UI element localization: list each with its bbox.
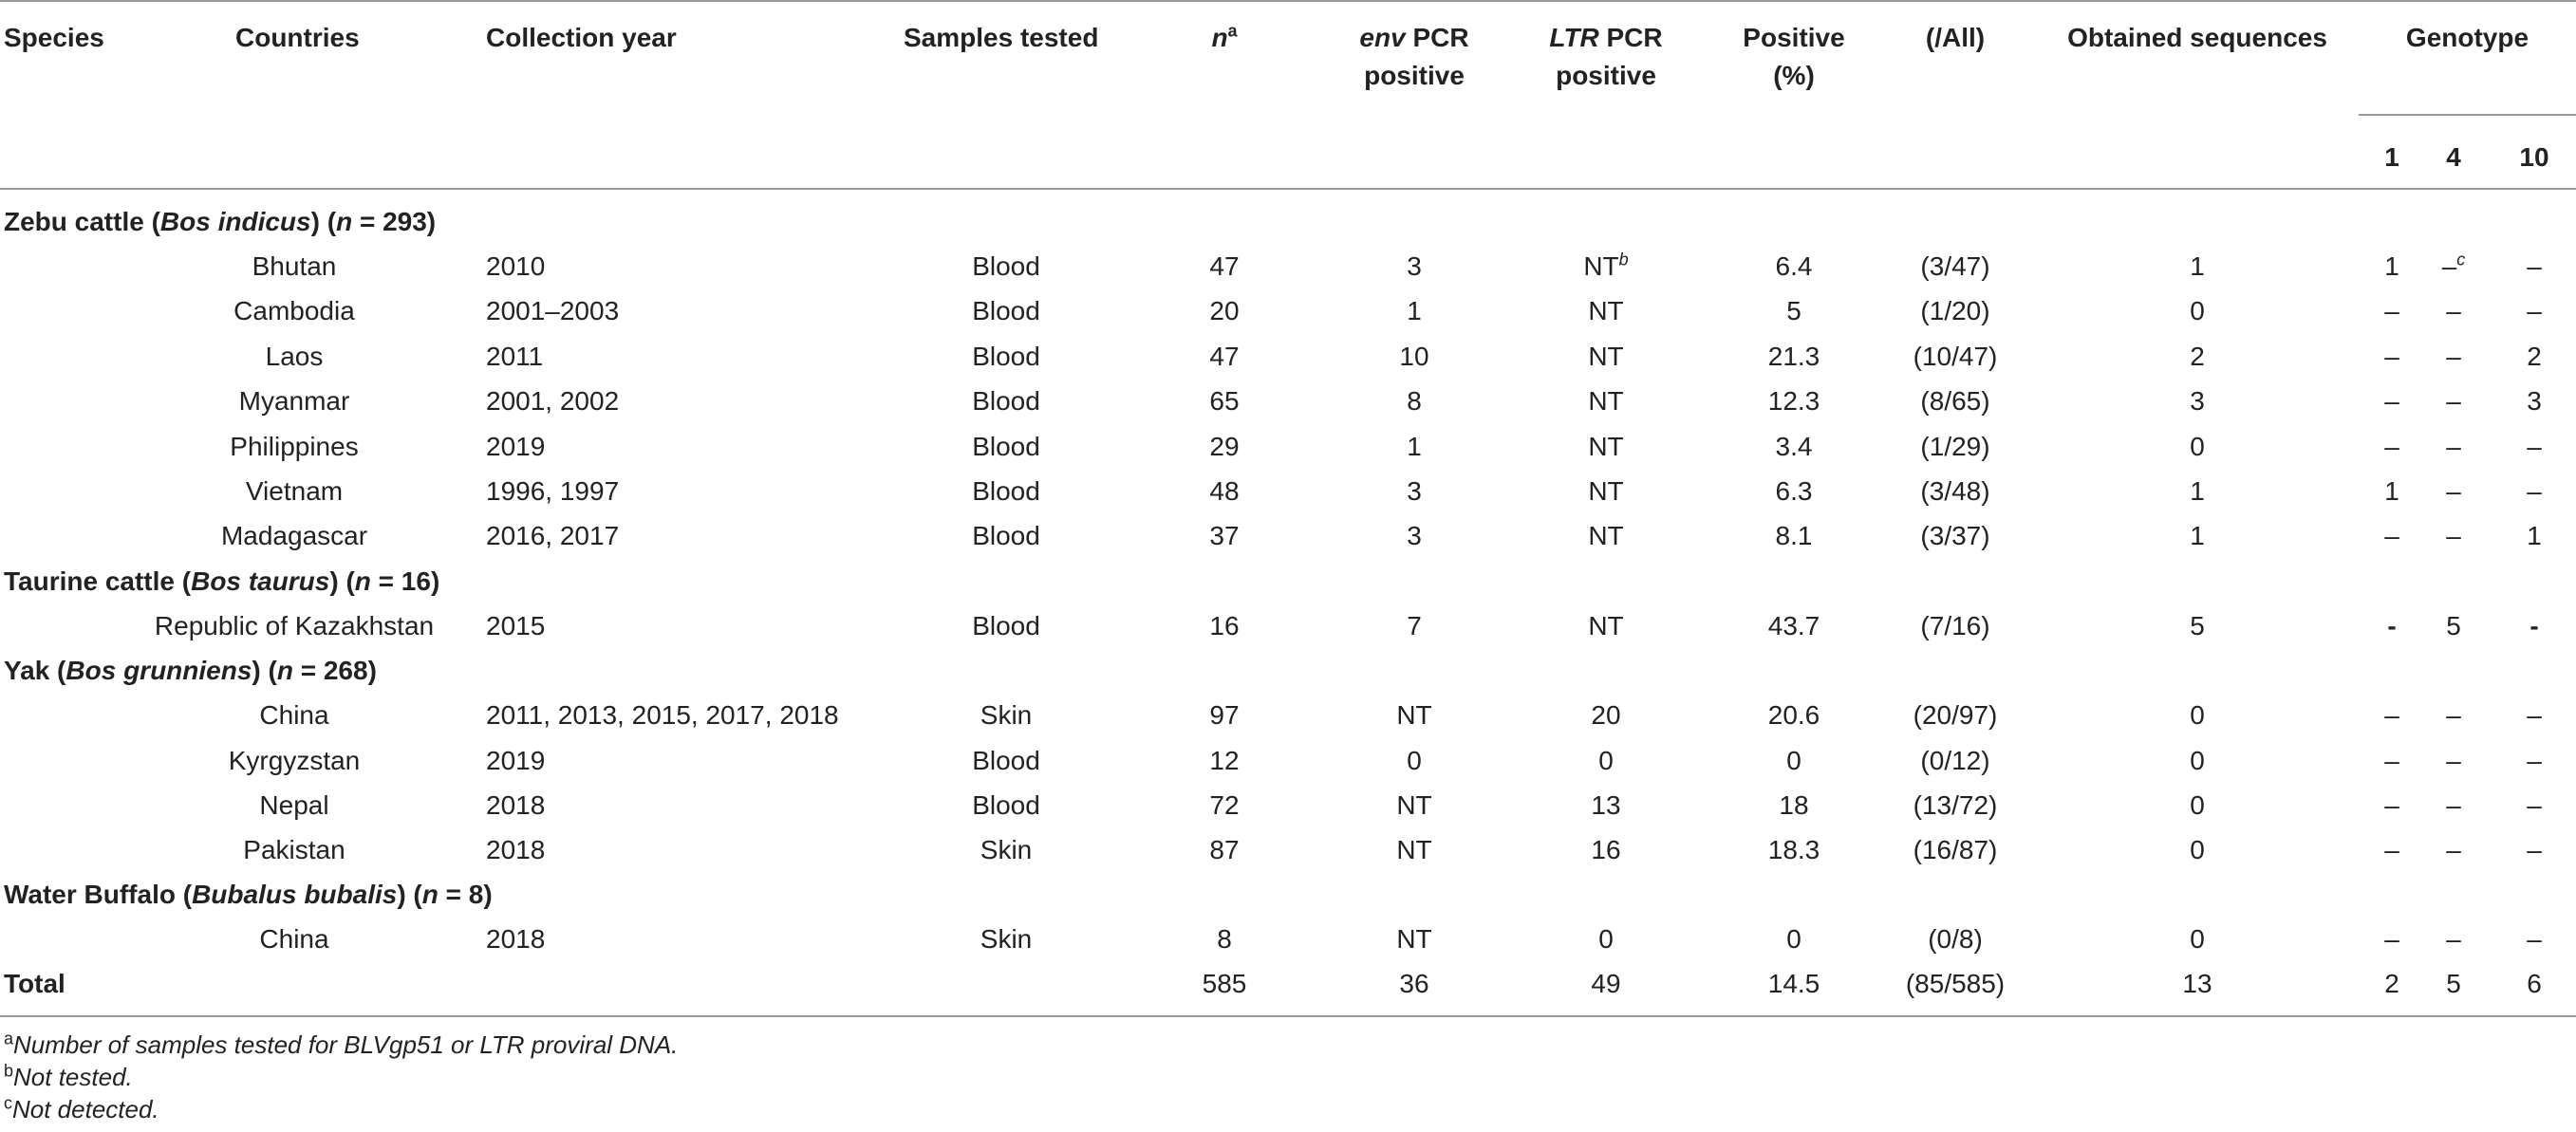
seq-cell: 0	[2190, 296, 2205, 325]
year-cell: 2011	[486, 342, 544, 371]
table-row	[0, 738, 2576, 784]
ltr-cell: 13	[1591, 790, 1621, 820]
pct-cell: 3.4	[1775, 432, 1813, 461]
all-cell: (1/29)	[1920, 432, 1990, 461]
sample-cell: Skin	[980, 924, 1033, 954]
header-env-pcr-line2: positive	[1364, 61, 1465, 90]
g10-cell: 3	[2527, 386, 2542, 416]
g10-cell: –	[2527, 746, 2542, 775]
year-cell: 2019	[486, 746, 546, 775]
pct-cell: 0	[1786, 924, 1801, 954]
footnote-c: $^c$Not detected.	[4, 1093, 159, 1123]
seq-cell: 3	[2190, 386, 2205, 416]
g4-cell: –	[2446, 924, 2461, 954]
g1-cell: –	[2384, 432, 2399, 461]
sample-cell: Blood	[972, 251, 1040, 281]
table-row	[0, 827, 2576, 873]
total-all: (85/585)	[1905, 969, 2006, 998]
g1-cell: –	[2384, 342, 2399, 371]
country-cell: Madagascar	[220, 521, 368, 550]
table-row	[0, 513, 2576, 559]
pct-cell: 5	[1786, 296, 1801, 325]
ltr-cell: NT	[1588, 432, 1624, 461]
ltr-cell: NT	[1588, 611, 1624, 640]
g1-cell: –	[2384, 835, 2399, 864]
g1-cell: –	[2384, 746, 2399, 775]
env-cell: NT	[1396, 790, 1432, 820]
total-pct: 14.5	[1767, 969, 1820, 998]
g1-cell: –	[2384, 790, 2399, 820]
pct-cell: 18.3	[1767, 835, 1820, 864]
country-cell: Nepal	[259, 790, 329, 820]
year-cell: 2018	[486, 790, 546, 820]
n-cell: 65	[1209, 386, 1240, 416]
g4-cell: –	[2446, 746, 2461, 775]
env-cell: NT	[1396, 835, 1432, 864]
total-g1: 2	[2384, 969, 2399, 998]
group-yak: Yak (Bos grunniens) (n = 268)	[4, 656, 377, 685]
total-seq: 13	[2182, 969, 2212, 998]
env-cell: 3	[1407, 521, 1422, 550]
seq-cell: 0	[2190, 746, 2205, 775]
total-env: 36	[1399, 969, 1429, 998]
g1-cell: –	[2384, 521, 2399, 550]
group-taurine-cattle: Taurine cattle (Bos taurus) (n = 16)	[4, 566, 440, 596]
ltr-cell: NT	[1588, 342, 1624, 371]
n-cell: 8	[1217, 924, 1232, 954]
seq-cell: 1	[2190, 251, 2205, 281]
header-countries: Countries	[235, 23, 360, 52]
country-cell: Republic of Kazakhstan	[154, 611, 435, 640]
total-n: 585	[1202, 969, 1247, 998]
year-cell: 1996, 1997	[486, 476, 620, 506]
pct-cell: 12.3	[1767, 386, 1820, 416]
genotype-rule	[2359, 114, 2576, 116]
env-cell: NT	[1396, 700, 1432, 730]
env-cell: 3	[1407, 476, 1422, 506]
g10-cell: –	[2527, 251, 2542, 281]
ltr-cell: $NT^b$	[1583, 250, 1629, 281]
table-row	[0, 424, 2576, 470]
env-cell: 3	[1407, 251, 1422, 281]
year-cell: 2018	[486, 924, 546, 954]
header-collection-year: Collection year	[486, 23, 677, 52]
header-genotype-1: 1	[2384, 142, 2399, 172]
total-ltr: 49	[1591, 969, 1621, 998]
all-cell: (3/47)	[1920, 251, 1990, 281]
g4-cell: –	[2446, 476, 2461, 506]
all-cell: (3/37)	[1920, 521, 1990, 550]
footnote-b: $^b$Not tested.	[4, 1061, 133, 1091]
table-row	[0, 334, 2576, 380]
n-cell: 16	[1209, 611, 1240, 640]
seq-cell: 2	[2190, 342, 2205, 371]
pct-cell: 6.4	[1775, 251, 1813, 281]
year-cell: 2019	[486, 432, 546, 461]
env-cell: 7	[1407, 611, 1422, 640]
seq-cell: 1	[2190, 521, 2205, 550]
bottom-rule	[0, 1015, 2576, 1017]
ltr-cell: 0	[1598, 924, 1614, 954]
all-cell: (1/20)	[1920, 296, 1990, 325]
n-cell: 12	[1209, 746, 1240, 775]
env-cell: 1	[1407, 296, 1422, 325]
pct-cell: 20.6	[1767, 700, 1820, 730]
table-row	[0, 288, 2576, 334]
n-cell: 20	[1209, 296, 1240, 325]
g4-cell: –	[2446, 521, 2461, 550]
g4-cell: –$^c$	[2441, 250, 2466, 281]
top-rule	[0, 0, 2576, 2]
header-genotype: Genotype	[2405, 23, 2529, 52]
table-row	[0, 603, 2576, 649]
g10-cell: 1	[2527, 521, 2542, 550]
g4-cell: –	[2446, 835, 2461, 864]
all-cell: (13/72)	[1913, 790, 1998, 820]
table-row	[0, 693, 2576, 738]
pct-cell: 8.1	[1775, 521, 1813, 550]
table-row	[0, 783, 2576, 828]
env-cell: 1	[1407, 432, 1422, 461]
ltr-cell: 16	[1591, 835, 1621, 864]
g4-cell: –	[2446, 342, 2461, 371]
all-cell: (10/47)	[1913, 342, 1998, 371]
all-cell: (0/8)	[1928, 924, 1983, 954]
sample-cell: Blood	[972, 342, 1040, 371]
g4-cell: –	[2446, 386, 2461, 416]
seq-cell: 0	[2190, 432, 2205, 461]
g1-cell: –	[2384, 924, 2399, 954]
env-cell: 10	[1399, 342, 1429, 371]
env-cell: 0	[1407, 746, 1422, 775]
sample-cell: Skin	[980, 700, 1033, 730]
n-cell: 72	[1209, 790, 1240, 820]
pct-cell: 43.7	[1767, 611, 1820, 640]
sample-cell: Blood	[972, 790, 1040, 820]
pct-cell: 21.3	[1767, 342, 1820, 371]
header-genotype-10: 10	[2519, 142, 2549, 172]
g1-cell: 1	[2384, 251, 2399, 281]
all-cell: (3/48)	[1920, 476, 1990, 506]
ltr-cell: 20	[1591, 700, 1621, 730]
seq-cell: 0	[2190, 700, 2205, 730]
group-water-buffalo: Water Buffalo (Bubalus bubalis) (n = 8)	[4, 880, 493, 909]
year-cell: 2016, 2017	[486, 521, 620, 550]
country-cell: China	[259, 924, 329, 954]
country-cell: Kyrgyzstan	[228, 746, 361, 775]
ltr-cell: NT	[1588, 521, 1624, 550]
year-cell: 2010	[486, 251, 546, 281]
all-cell: (7/16)	[1920, 611, 1990, 640]
header-ltr-pcr: LTR PCR	[1549, 23, 1663, 52]
sample-cell: Blood	[972, 746, 1040, 775]
sample-cell: Blood	[972, 386, 1040, 416]
g10-cell: –	[2527, 790, 2542, 820]
ltr-cell: NT	[1588, 476, 1624, 506]
g10-cell: –	[2527, 700, 2542, 730]
ltr-cell: NT	[1588, 296, 1624, 325]
country-cell: Cambodia	[233, 296, 355, 325]
total-g10: 6	[2527, 969, 2542, 998]
g10-cell: –	[2527, 476, 2542, 506]
country-cell: Laos	[265, 342, 324, 371]
year-cell: 2015	[486, 611, 546, 640]
g10-cell: –	[2527, 924, 2542, 954]
header-samples-tested: Samples tested	[904, 23, 1099, 52]
g10-cell: –	[2527, 296, 2542, 325]
all-cell: (0/12)	[1920, 746, 1990, 775]
g1-cell: 1	[2384, 476, 2399, 506]
n-cell: 29	[1209, 432, 1240, 461]
year-cell: 2011, 2013, 2015, 2017, 2018	[486, 700, 839, 730]
header-positive: Positive	[1743, 23, 1845, 52]
total-label: Total	[4, 969, 65, 998]
sample-cell: Skin	[980, 835, 1033, 864]
g10-cell: –	[2527, 432, 2542, 461]
country-cell: Pakistan	[243, 835, 345, 864]
header-n: $n^a$	[1211, 21, 1238, 52]
g4-cell: –	[2446, 296, 2461, 325]
sample-cell: Blood	[972, 432, 1040, 461]
table-row	[0, 379, 2576, 424]
g4-cell: 5	[2446, 611, 2461, 640]
g1-cell: -	[2387, 611, 2397, 640]
all-cell: (20/97)	[1913, 700, 1998, 730]
header-species: Species	[4, 23, 104, 52]
pct-cell: 0	[1786, 746, 1801, 775]
year-cell: 2018	[486, 835, 546, 864]
sample-cell: Blood	[972, 611, 1040, 640]
header-obtained-sequences: Obtained sequences	[2067, 23, 2327, 52]
n-cell: 97	[1209, 700, 1240, 730]
g10-cell: -	[2529, 611, 2539, 640]
n-cell: 47	[1209, 342, 1240, 371]
ltr-cell: 0	[1598, 746, 1614, 775]
n-cell: 48	[1209, 476, 1240, 506]
env-cell: 8	[1407, 386, 1422, 416]
country-cell: Vietnam	[245, 476, 344, 506]
seq-cell: 0	[2190, 790, 2205, 820]
year-cell: 2001–2003	[486, 296, 620, 325]
n-cell: 87	[1209, 835, 1240, 864]
table-row	[0, 469, 2576, 514]
header-rule	[0, 188, 2576, 190]
g4-cell: –	[2446, 790, 2461, 820]
g4-cell: –	[2446, 432, 2461, 461]
country-cell: Bhutan	[252, 251, 337, 281]
n-cell: 37	[1209, 521, 1240, 550]
g1-cell: –	[2384, 296, 2399, 325]
footnote-a: $^a$Number of samples tested for BLVgp51 or LTR proviral DNA.	[4, 1029, 679, 1059]
table-row	[0, 917, 2576, 962]
seq-cell: 0	[2190, 835, 2205, 864]
env-cell: NT	[1396, 924, 1432, 954]
header-genotype-4: 4	[2446, 142, 2461, 172]
all-cell: (8/65)	[1920, 386, 1990, 416]
sample-cell: Blood	[972, 296, 1040, 325]
total-g4: 5	[2446, 969, 2461, 998]
country-cell: Philippines	[230, 432, 359, 461]
g1-cell: –	[2384, 700, 2399, 730]
header-env-pcr: env PCR	[1359, 23, 1469, 52]
group-zebu-cattle: Zebu cattle (Bos indicus) (n = 293)	[4, 207, 437, 236]
ltr-cell: NT	[1588, 386, 1624, 416]
seq-cell: 5	[2190, 611, 2205, 640]
country-cell: Myanmar	[238, 386, 350, 416]
table-row	[0, 244, 2576, 289]
all-cell: (16/87)	[1913, 835, 1998, 864]
seq-cell: 0	[2190, 924, 2205, 954]
g10-cell: 2	[2527, 342, 2542, 371]
sample-cell: Blood	[972, 521, 1040, 550]
g4-cell: –	[2446, 700, 2461, 730]
header-ltr-pcr-line2: positive	[1556, 61, 1656, 90]
pct-cell: 6.3	[1775, 476, 1813, 506]
pct-cell: 18	[1779, 790, 1809, 820]
header-all: (/All)	[1925, 23, 1986, 52]
country-cell: China	[259, 700, 329, 730]
header-positive-line2: (%)	[1773, 61, 1815, 90]
seq-cell: 1	[2190, 476, 2205, 506]
n-cell: 47	[1209, 251, 1240, 281]
total-row	[0, 961, 2576, 1007]
sample-cell: Blood	[972, 476, 1040, 506]
g10-cell: –	[2527, 835, 2542, 864]
year-cell: 2001, 2002	[486, 386, 620, 416]
g1-cell: –	[2384, 386, 2399, 416]
